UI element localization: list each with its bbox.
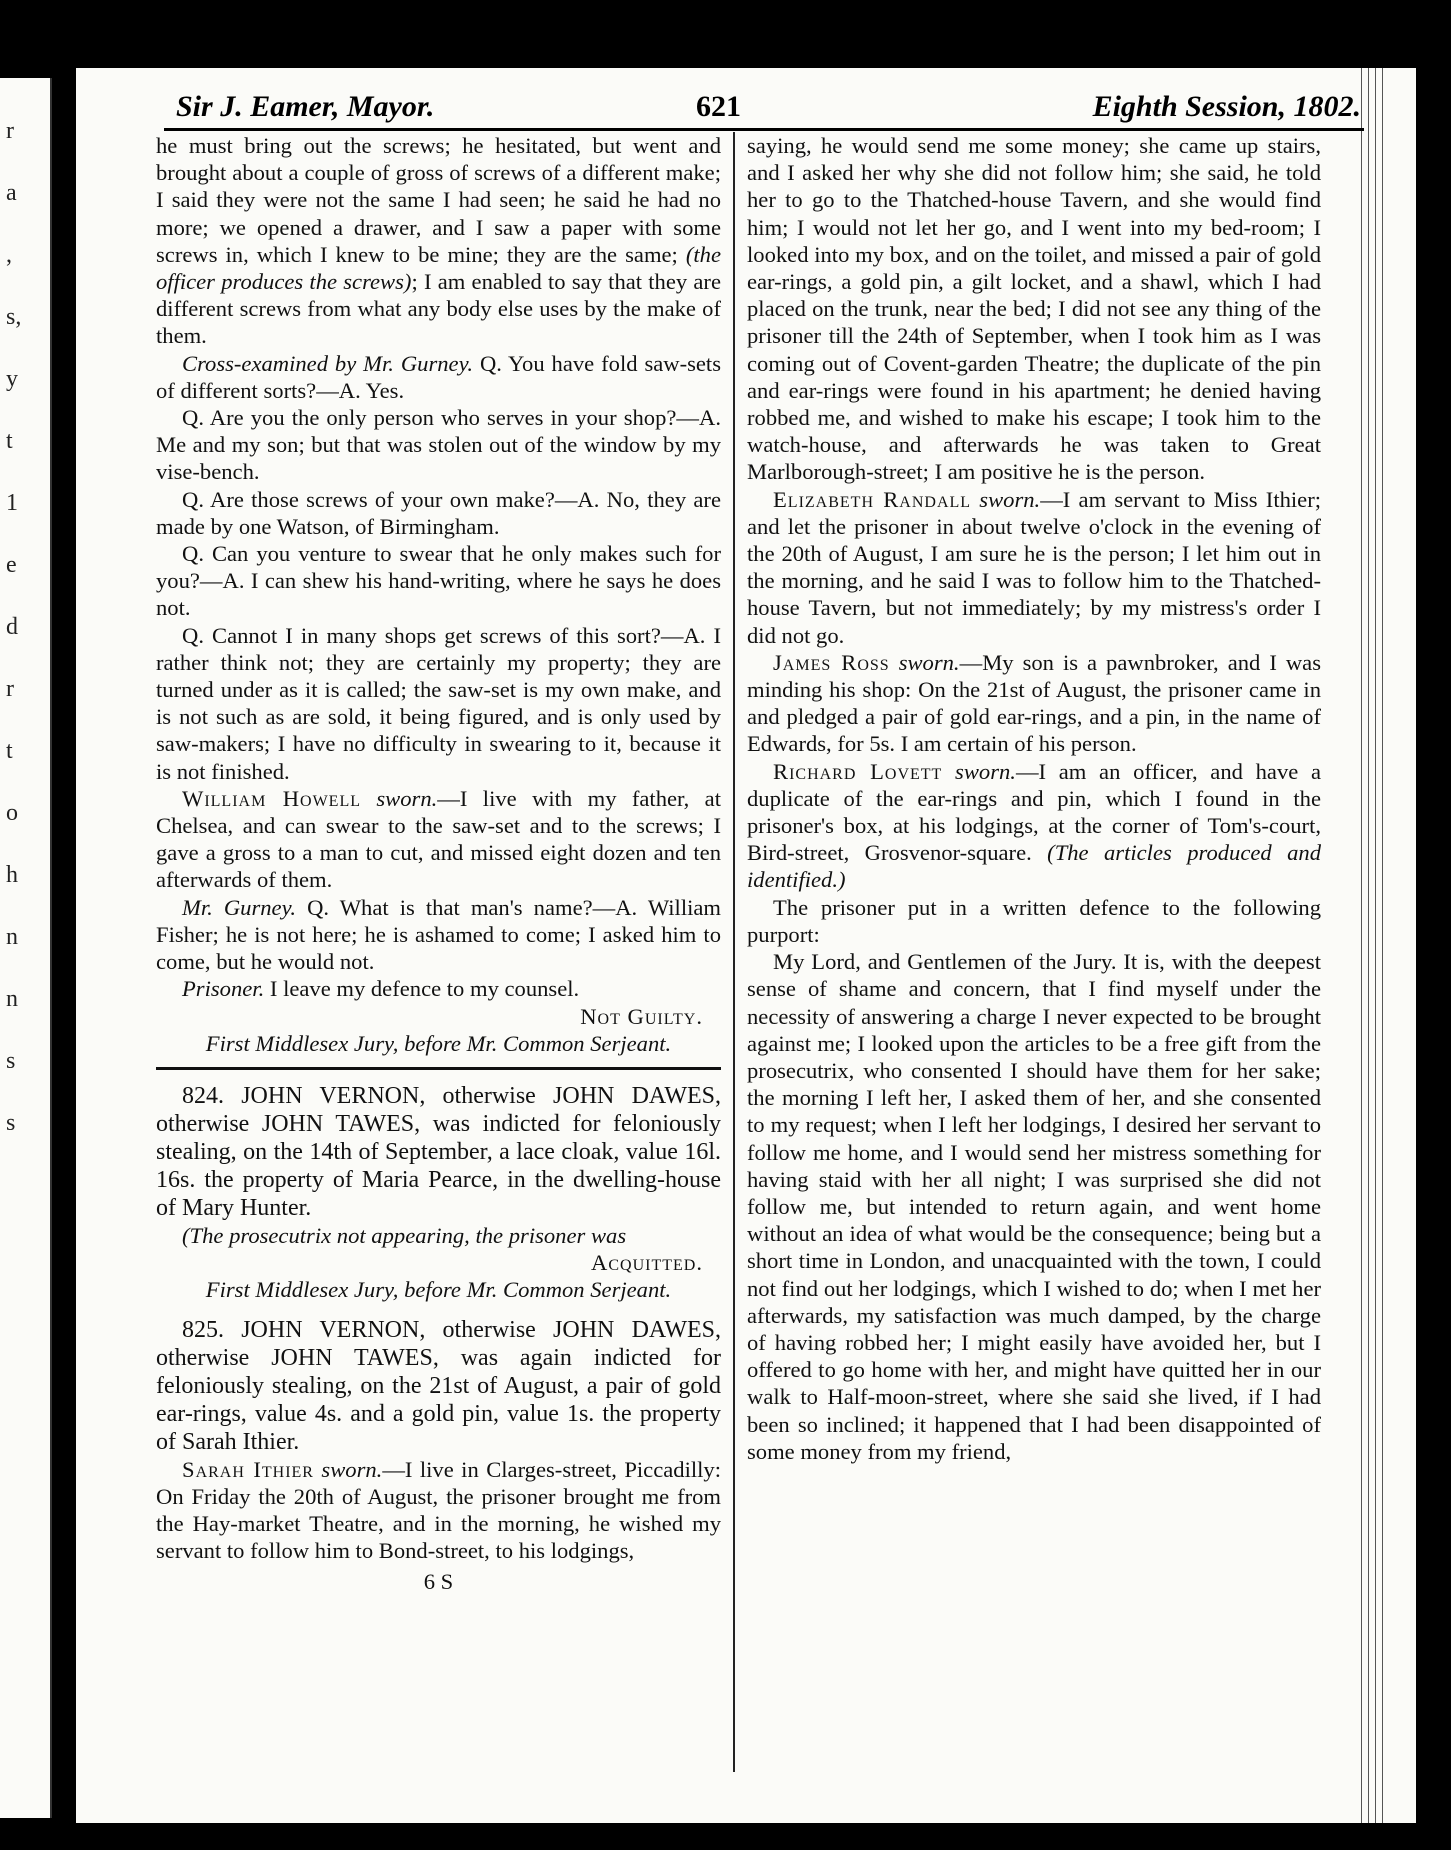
left-column <box>156 132 721 1762</box>
witness-testimony: Richard Lovett sworn.—I am an officer, and have a duplicate of the ear-rings and pin, which I found in the prisoner's box, at his lodgings, at the corner of Tom's-court, Bird-street, Grosvenor-square. (The articles produced and identified.) <box>747 758 1321 893</box>
header-left: Sir J. Eamer, Mayor. <box>176 90 435 123</box>
margin-fragment: o <box>6 800 18 826</box>
question: Q. Are you the only person who serves in your shop?—A. Me and my son; but that was stolen out of the window by my vise-bench. <box>156 405 721 485</box>
case-note: (The prosecutrix not appearing, the prisoner was <box>182 1222 627 1248</box>
margin-fragment: s <box>6 1110 16 1136</box>
margin-fragment: t <box>6 428 13 454</box>
witness-testimony: Sarah Ithier sworn.—I live in Clarges-street, Piccadilly: On Friday the 20th of August, the prisoner brought me from the Hay-market Theatre, and in the morning, he wished my servant to follow him to Bond-street, to his lodgings, <box>156 1456 721 1564</box>
verdict: Not Guilty. <box>580 1003 703 1029</box>
paragraph: he must bring out the screws; he hesitated, but went and brought about a couple of gross of screws of a different make; I said they were not the same I had seen; he said he had no more; we opened a drawer, and I saw a paper with some screws in, which I knew to be mine; they are the same; (the officer produces the screws); I am enabled to say that they are different screws from what any body else uses by the make of them. <box>156 133 721 349</box>
question: Mr. Gurney. Q. What is that man's name?—A. William Fisher; he is not here; he is ashamed to come; I asked him to come, but he would not. <box>156 894 721 975</box>
running-header <box>176 90 1361 128</box>
prisoner-statement: Prisoner. I leave my defence to my counsel. <box>182 976 580 1002</box>
margin-fragment: y <box>6 366 18 392</box>
header-rule <box>164 128 1364 131</box>
case-rule <box>156 1067 721 1070</box>
witness-testimony: Elizabeth Randall sworn.—I am servant to Miss Ithier; and let the prisoner in about twelve o'clock in the evening of the 20th of August, I am sure he is the person; I let him out in the morning, and he said I was to follow him to the Thatched-house Tavern, but not immediately; by my mistress's order I did not go. <box>747 486 1321 648</box>
jury-line: First Middlesex Jury, before Mr. Common Serjeant. <box>205 1277 672 1303</box>
question: Q. Can you venture to swear that he only makes such for you?—A. I can shew his hand-writing, where he says he does not. <box>156 541 721 621</box>
verdict: Acquitted. <box>591 1250 703 1276</box>
page-edge-shadow <box>1358 68 1384 1823</box>
catchword: 6 S <box>423 1569 454 1595</box>
paragraph: saying, he would send me some money; she came up stairs, and I asked her why she did not follow him; she said, he told her to go to the Thatched-house Tavern, and she would find him; I would not let her go, and I went into my bed-room; I looked into my box, and on the toilet, and missed a pair of gold ear-rings, a gold pin, a gilt locket, and a shawl, which I had placed on the trunk, near the bed; I did not see any thing of the prisoner till the 24th of September, when I took him as I was coming out of Covent-garden Theatre; the duplicate of the pin and ear-rings were found in his apartment; he denied having robbed me, and wished to make his escape; I took him to the watch-house, and afterwards he was taken to Great Marlborough-street; I am positive he is the person. <box>747 133 1321 485</box>
case-825: 825. JOHN VERNON, otherwise JOHN DAWES, otherwise JOHN TAWES, was again indicted for feloniously stealing, on the 21st of August, a pair of gold ear-rings, value 4s. and a gold pin, value 1s. the property of Sarah Ithier. <box>156 1316 721 1455</box>
witness-testimony: William Howell sworn.—I live with my father, at Chelsea, and can swear to the saw-set and to the screws; I gave a gross to a man to cut, and missed eight dozen and ten afterwards of them. <box>156 785 721 893</box>
defence-intro: The prisoner put in a written defence to the following purport: <box>747 894 1321 947</box>
margin-fragment: e <box>6 552 17 578</box>
document-page <box>76 68 1416 1823</box>
margin-fragment: s <box>6 1048 16 1074</box>
margin-fragment: r <box>6 118 14 144</box>
margin-fragment: n <box>6 924 18 950</box>
header-right: Eighth Session, 1802. <box>1092 90 1361 123</box>
margin-fragment: r <box>6 676 14 702</box>
cross-examination: Cross-examined by Mr. Gurney. Q. You have fold saw-sets of different sorts?—A. Yes. <box>156 350 721 403</box>
margin-fragment: h <box>6 862 18 888</box>
question: Q. Are those screws of your own make?—A. No, they are made by one Watson, of Birmingham. <box>156 486 721 539</box>
adjacent-page-edge <box>0 78 52 1818</box>
right-column <box>747 132 1321 1762</box>
case-824: 824. JOHN VERNON, otherwise JOHN DAWES, otherwise JOHN TAWES, was indicted for feloniously stealing, on the 14th of September, a lace cloak, value 16l. 16s. the property of Maria Pearce, in the dwelling-house of Mary Hunter. <box>156 1082 721 1221</box>
written-defence: My Lord, and Gentlemen of the Jury. It is, with the deepest sense of shame and concern, that I find myself under the necessity of answering a charge I never expected to be brought against me; I looked upon the articles to be a free gift from the prosecutrix, who consented I should have them for her sake; the morning I left her, I asked them of her, and she consented to my request; when I left her lodgings, I desired her servant to follow me home, and I would send her mistress something for having staid with her all night; I was surprised she did not follow me, but intended to return again, and went home without an idea of what would be the consequence; being but a short time in London, and unacquainted with the town, I could not find out her lodgings, which I wished to do; when I met her afterwards, my satisfaction was much damped, by the charge of having robbed her; I might easily have avoided her, but I offered to go home with her, and might have quitted her in our walk to Half-moon-street, where she said she lived, if I had been so inclined; it happened that I had been disappointed of some money from my friend, <box>747 949 1321 1464</box>
margin-fragment: t <box>6 738 13 764</box>
margin-fragment: d <box>6 614 18 640</box>
column-divider <box>733 132 735 1772</box>
margin-fragment: a <box>6 180 17 206</box>
margin-fragment: , <box>6 242 12 268</box>
witness-testimony: James Ross sworn.—My son is a pawnbroker, and I was minding his shop: On the 21st of August, the prisoner came in and pledged a pair of gold ear-rings, and a pin, in the name of Edwards, for 5s. I am certain of his person. <box>747 649 1321 757</box>
page-number: 621 <box>696 90 741 123</box>
margin-fragment: n <box>6 986 18 1012</box>
margin-fragment: s, <box>6 304 22 330</box>
question: Q. Cannot I in many shops get screws of this sort?—A. I rather think not; they are certainly my property; they are turned under as it is called; the saw-set is my own make, and is not such as are sold, it being figured, and is only used by saw-makers; I have no difficulty in swearing to it, because it is not finished. <box>156 622 721 784</box>
jury-line: First Middlesex Jury, before Mr. Common Serjeant. <box>205 1030 672 1056</box>
margin-fragment: 1 <box>6 490 18 516</box>
spacer <box>156 1304 721 1316</box>
